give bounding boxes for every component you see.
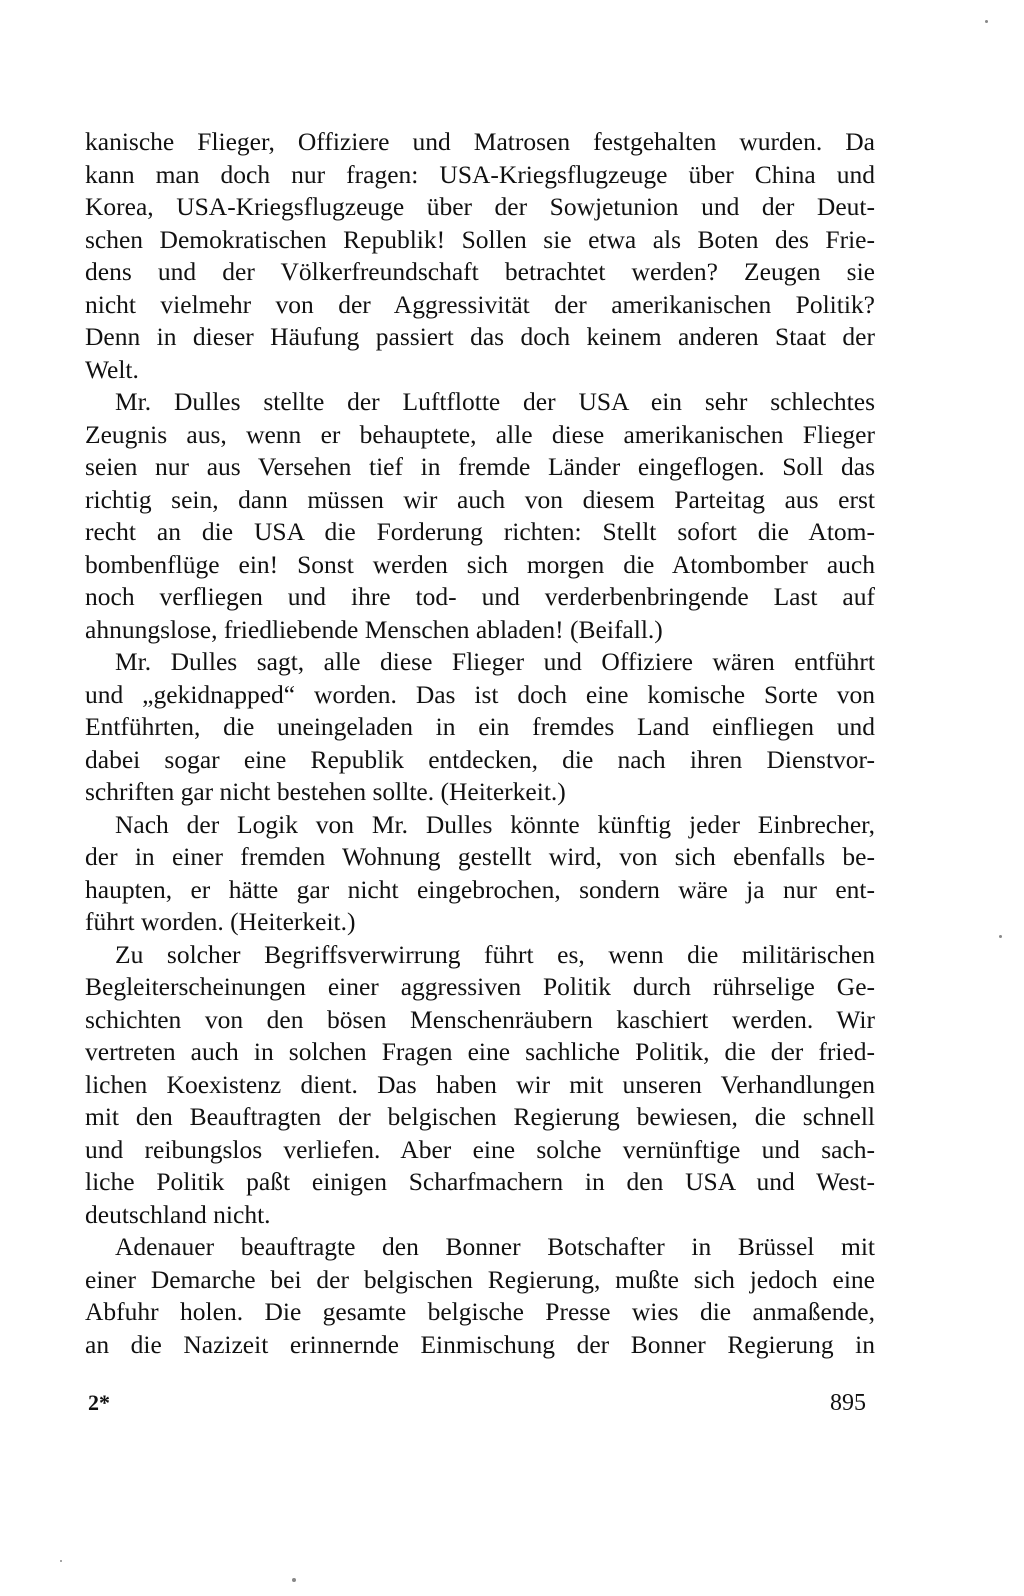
page-number: 895 — [830, 1390, 866, 1416]
paragraph — [85, 1231, 875, 1361]
text-line: lichen Koexistenz dient. Das haben wir mit unseren Verhandlungen — [85, 1069, 875, 1099]
signature-mark: 2* — [88, 1390, 110, 1415]
text-line: noch verfliegen und ihre tod- und verderbenbringende Last auf — [85, 582, 875, 611]
paragraph — [85, 646, 875, 809]
paragraph — [85, 939, 875, 1232]
body-text — [85, 126, 875, 1361]
text-line: kann man doch nur fragen: USA-Kriegsflugzeuge über China und — [85, 159, 875, 189]
text-line: liche Politik paßt einigen Scharfmachern in den USA und West- — [85, 1167, 875, 1196]
text-line: Begleiterscheinungen einer aggressiven Politik durch rührselige Ge- — [85, 972, 875, 1001]
text-line: einer Demarche bei der belgischen Regierung, mußte sich jedoch eine — [85, 1264, 875, 1294]
text-line: recht an die USA die Forderung richten: Stellt sofort die Atom- — [85, 517, 875, 546]
text-line: und „gekidnapped“ worden. Das ist doch eine komische Sorte von — [85, 679, 875, 709]
paper-speck — [292, 1578, 296, 1582]
paper-speck — [999, 935, 1002, 938]
text-line: Zeugnis aus, wenn er behauptete, alle diese amerikanischen Flieger — [85, 419, 875, 449]
text-line: Korea, USA-Kriegsflugzeuge über der Sowjetunion und der Deut- — [85, 192, 875, 221]
text-line: Adenauer beauftragte den Bonner Botschafter in Brüssel mit — [115, 1232, 875, 1261]
text-line: Mr. Dulles stellte der Luftflotte der USA ein sehr schlechtes — [115, 387, 875, 416]
text-line: ahnungslose, friedliebende Menschen abladen! (Beifall.) — [85, 614, 663, 644]
text-line: Zu solcher Begriffsverwirrung führt es, wenn die militärischen — [115, 939, 875, 969]
text-line: führt worden. (Heiterkeit.) — [85, 907, 356, 936]
text-line: und reibungslos verliefen. Aber eine solche vernünftige und sach- — [85, 1134, 875, 1164]
text-line: dens und der Völkerfreundschaft betrachtet werden? Zeugen sie — [85, 257, 875, 286]
text-line: Mr. Dulles sagt, alle diese Flieger und Offiziere wären entführt — [115, 647, 875, 676]
text-line: bombenflüge ein! Sonst werden sich morgen die Atombomber auch — [85, 549, 875, 579]
text-line: schichten von den bösen Menschenräubern kaschiert werden. Wir — [85, 1004, 875, 1034]
text-line: Welt. — [85, 354, 139, 384]
text-line: mit den Beauftragten der belgischen Regierung bewiesen, die schnell — [85, 1102, 875, 1131]
paper-speck — [985, 20, 988, 23]
paragraph — [85, 126, 875, 386]
text-line: dabei sogar eine Republik entdecken, die nach ihren Dienstvor- — [85, 744, 875, 774]
paragraph — [85, 386, 875, 646]
text-line: seien nur aus Versehen tief in fremde Länder eingeflogen. Soll das — [85, 452, 875, 481]
text-line: schriften gar nicht bestehen sollte. (Heiterkeit.) — [85, 777, 566, 806]
text-line: richtig sein, dann müssen wir auch von diesem Parteitag aus erst — [85, 484, 875, 514]
paper-speck — [60, 1560, 62, 1562]
text-line: an die Nazizeit erinnernde Einmischung der Bonner Regierung in — [85, 1329, 875, 1359]
text-line: schen Demokratischen Republik! Sollen sie etwa als Boten des Frie- — [85, 224, 875, 254]
text-line: Entführten, die uneingeladen in ein fremdes Land einfliegen und — [85, 712, 875, 741]
paragraph — [85, 809, 875, 939]
text-line: nicht vielmehr von der Aggressivität der amerikanischen Politik? — [85, 289, 875, 319]
text-line: deutschland nicht. — [85, 1199, 271, 1229]
text-line: Nach der Logik von Mr. Dulles könnte künftig jeder Einbrecher, — [115, 809, 875, 839]
text-line: Abfuhr holen. Die gesamte belgische Presse wies die anmaßende, — [85, 1297, 875, 1326]
text-line: Denn in dieser Häufung passiert das doch keinem anderen Staat der — [85, 322, 875, 351]
text-line: kanische Flieger, Offiziere und Matrosen festgehalten wurden. Da — [85, 127, 875, 156]
text-line: vertreten auch in solchen Fragen eine sachliche Politik, die der fried- — [85, 1037, 875, 1066]
text-line: haupten, er hätte gar nicht eingebrochen, sondern wäre ja nur ent- — [85, 874, 875, 904]
text-line: der in einer fremden Wohnung gestellt wird, von sich ebenfalls be- — [85, 842, 875, 871]
